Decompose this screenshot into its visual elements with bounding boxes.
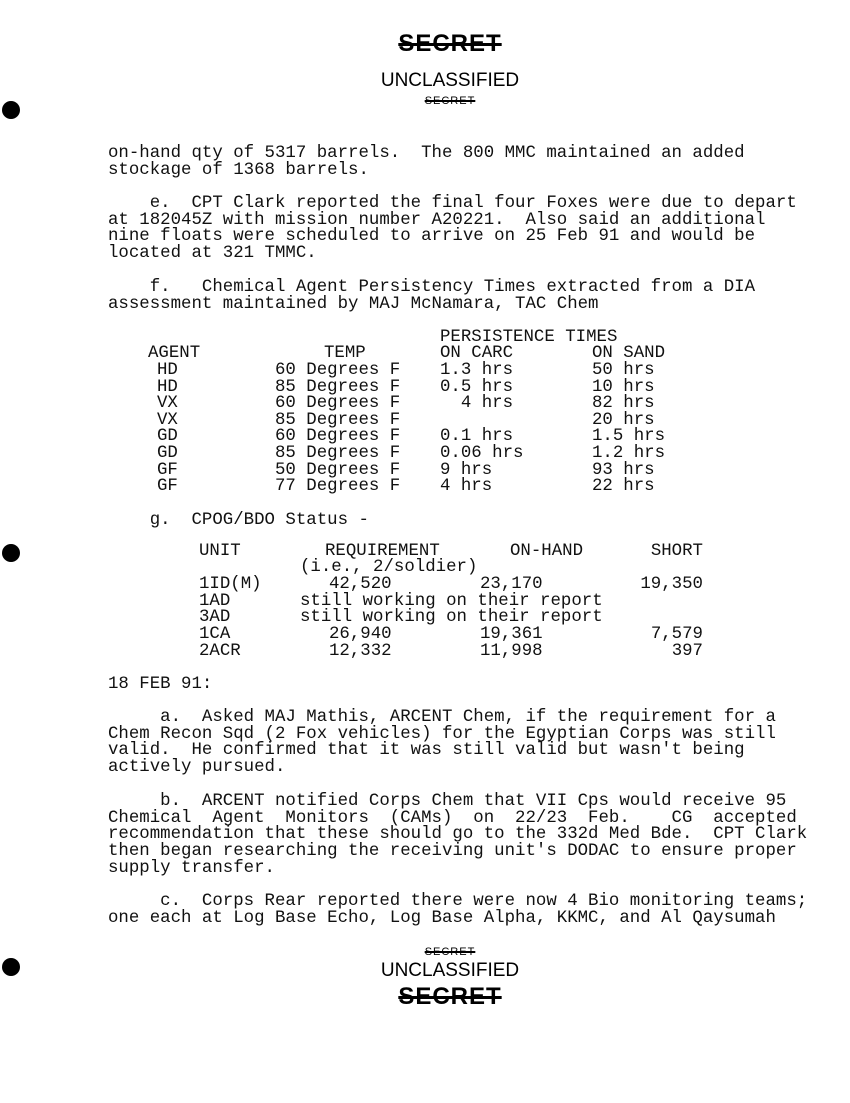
persistence-column-header: ON CARC: [440, 344, 514, 363]
persistence-cell: GD: [157, 444, 178, 463]
persistence-cell: 60 Degrees F: [275, 361, 401, 380]
persistence-cell: 1.2 hrs: [592, 444, 666, 463]
persistence-group-header: PERSISTENCE TIMES: [440, 328, 618, 347]
persistence-cell: 85 Degrees F: [275, 444, 401, 463]
persistence-cell: 9 hrs: [440, 460, 493, 480]
persistence-cell: 93 hrs: [592, 460, 655, 480]
persistence-cell: GF: [157, 477, 178, 497]
status-cell: 11,998: [480, 641, 543, 661]
persistence-cell: 0.06 hrs: [440, 444, 524, 463]
paragraph-g-heading: g. CPOG/BDO Status -: [108, 511, 369, 530]
paragraph-e-line: e. CPT Clark reported the final four Foxes were due to depart: [108, 194, 797, 213]
persistence-cell: 77 Degrees F: [275, 477, 401, 497]
status-cell: 397: [671, 641, 703, 661]
persistence-cell: 50 hrs: [592, 361, 655, 380]
status-cell: 42,520: [329, 575, 392, 594]
persistence-cell: 0.1 hrs: [440, 427, 514, 447]
persistence-cell: HD: [157, 377, 178, 397]
persistence-column-header: ON SAND: [592, 344, 666, 363]
paragraph-a-line: valid. He confirmed that it was still valid but wasn't being: [108, 741, 745, 761]
paragraph-b-line: supply transfer.: [108, 858, 275, 878]
status-cell: 12,332: [329, 641, 392, 661]
status-cell: still working on their report: [300, 591, 603, 611]
persistence-cell: 4 hrs: [440, 477, 493, 497]
status-cell: 7,579: [650, 625, 703, 645]
persistence-cell: 85 Degrees F: [275, 410, 401, 430]
persistence-cell: GF: [157, 460, 178, 480]
status-cell: 23,170: [480, 575, 543, 594]
status-column-header: UNIT: [199, 542, 241, 561]
footer-secret-stamp: SECRET: [398, 983, 502, 1010]
punch-hole: [2, 544, 20, 562]
status-cell: 1ID(M): [199, 575, 262, 594]
paragraph-c-line: c. Corps Rear reported there were now 4 Bio monitoring teams;: [108, 892, 808, 911]
persistence-column-header: TEMP: [324, 344, 366, 363]
paragraph-c-line: one each at Log Base Echo, Log Base Alpha, KKMC, and Al Qaysumah: [108, 908, 776, 928]
footer-secret-small: SECRET: [424, 946, 476, 958]
date-heading: 18 FEB 91:: [108, 675, 213, 694]
persistence-cell: 60 Degrees F: [275, 394, 401, 414]
paragraph-e-line: located at 321 TMMC.: [108, 244, 317, 264]
header-secret-small: SECRET: [424, 95, 476, 107]
header-secret-stamp: SECRET: [398, 30, 502, 57]
paragraph-b-line: Chemical Agent Monitors (CAMs) on 22/23 Feb. CG accepted: [108, 808, 797, 828]
persistence-cell: GD: [157, 427, 178, 447]
status-cell: 19,361: [480, 625, 543, 645]
persistence-cell: 50 Degrees F: [275, 460, 401, 480]
header-classification: UNCLASSIFIED: [380, 70, 520, 91]
paragraph-p0-line: on-hand qty of 5317 barrels. The 800 MMC maintained an added: [108, 144, 745, 163]
persistence-cell: 85 Degrees F: [275, 377, 401, 397]
paragraph-p0-line: stockage of 1368 barrels.: [108, 160, 369, 180]
persistence-cell: VX: [157, 410, 178, 430]
status-cell: 19,350: [640, 575, 703, 594]
persistence-column-header: AGENT: [148, 344, 201, 363]
status-cell: 1AD: [199, 591, 231, 611]
paragraph-b-line: b. ARCENT notified Corps Chem that VII Cps would receive 95: [108, 792, 787, 811]
status-column-header: ON-HAND: [510, 542, 584, 561]
persistence-cell: HD: [157, 361, 178, 380]
paragraph-e-line: at 182045Z with mission number A20221. Also said an additional: [108, 210, 766, 230]
paragraph-a-line: Chem Recon Sqd (2 Fox vehicles) for the Egyptian Corps was still: [108, 724, 776, 744]
status-subheader: (i.e., 2/soldier): [300, 558, 478, 577]
persistence-cell: 4 hrs: [440, 394, 514, 414]
status-cell: 2ACR: [199, 641, 241, 661]
status-cell: 1CA: [199, 625, 231, 645]
status-column-header: REQUIREMENT: [325, 542, 440, 561]
footer-classification: UNCLASSIFIED: [380, 960, 520, 981]
status-cell: 3AD: [199, 608, 231, 628]
status-cell: still working on their report: [300, 608, 603, 628]
persistence-cell: 1.3 hrs: [440, 361, 514, 380]
persistence-cell: VX: [157, 394, 178, 414]
persistence-cell: 20 hrs: [592, 410, 655, 430]
paragraph-b-line: recommendation that these should go to the 332d Med Bde. CPT Clark: [108, 825, 808, 845]
persistence-cell: 10 hrs: [592, 377, 655, 397]
paragraph-a-line: actively pursued.: [108, 758, 286, 778]
persistence-cell: 82 hrs: [592, 394, 655, 414]
paragraph-a-line: a. Asked MAJ Mathis, ARCENT Chem, if the requirement for a: [108, 708, 776, 727]
persistence-cell: 60 Degrees F: [275, 427, 401, 447]
paragraph-b-line: then began researching the receiving unit's DODAC to ensure proper: [108, 842, 797, 862]
paragraph-e-line: nine floats were scheduled to arrive on 25 Feb 91 and would be: [108, 227, 756, 247]
paragraph-f-line: f. Chemical Agent Persistency Times extracted from a DIA: [108, 278, 756, 297]
status-column-header: SHORT: [650, 542, 703, 561]
persistence-cell: 0.5 hrs: [440, 377, 514, 397]
persistence-cell: 1.5 hrs: [592, 427, 666, 447]
status-cell: 26,940: [329, 625, 392, 645]
persistence-cell: 22 hrs: [592, 477, 655, 497]
paragraph-f-line: assessment maintained by MAJ McNamara, TAC Chem: [108, 294, 599, 314]
